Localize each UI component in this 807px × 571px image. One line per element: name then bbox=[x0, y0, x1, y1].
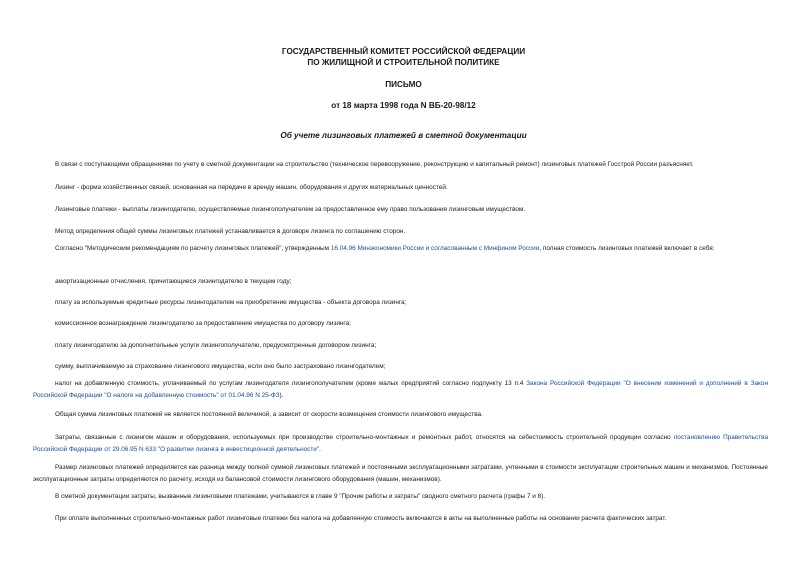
paragraph-leasing-definition: Лизинг - форма хозяйственных связей, основанная на передаче в аренду машин, оборудования и других материальных ценностей. bbox=[55, 184, 448, 191]
list-item-commission: комиссионное вознаграждение лизингодателю за предоставление имущества по договору лизинга; bbox=[55, 320, 351, 327]
list-item-vat bbox=[33, 378, 768, 402]
paragraph-costs bbox=[33, 432, 768, 456]
document-date-number: от 18 марта 1998 года N ВБ-20-98/12 bbox=[331, 101, 476, 110]
list-item-insurance: сумму, выплачиваемую за страхование лизингового имущества, если оно было застраховано лизингодателем; bbox=[55, 363, 386, 370]
vat-law-link[interactable]: Закона Российской Федерации "О внесении изменений и дополнений в Закон Российской Федерации "О налоге на добавленную стоимость" от 01.04.96 N 25-ФЗ bbox=[33, 380, 768, 399]
government-decree-link[interactable]: постановлению Правительства Российской Федерации от 29.06.95 N 633 "О развитии лизинга в инвестиционной деятельности" bbox=[33, 434, 768, 453]
document-type: ПИСЬМО bbox=[385, 80, 422, 89]
paragraph-payment-inclusion: При оплате выполненных строительно-монтажных работ лизинговые платежи без налога на добавленную стоимость включаются в акты на выполненные работы на основании расчета фактических затрат. bbox=[55, 515, 667, 522]
org-name-line1: ГОСУДАРСТВЕННЫЙ КОМИТЕТ РОССИЙСКОЙ ФЕДЕРАЦИИ bbox=[281, 47, 526, 56]
paragraph-payment-size: Размер лизинговых платежей определяется как разница между полной суммой лизинговых платежей и постоянными эксплуатационными затратами, учтенными в стоимости эксплуатации строительных машин и механизмов. Постоянные эксплуатационные затраты определяются по расчету, исходя из балансовой стоимости лизингового оборудования (машин, механизмов). bbox=[33, 464, 768, 483]
list-item-depreciation: амортизационные отчисления, причитающиеся лизингодателю в текущем году; bbox=[55, 278, 292, 285]
paragraph-text: налог на добавленную стоимость, уплачиваемый по услугам лизингодателя лизингополучателем (кроме малых предприятий согласно подпункту 13 п.4 bbox=[55, 380, 527, 387]
document-subject: Об учете лизинговых платежей в сметной документации bbox=[280, 131, 527, 140]
paragraph-text: Согласно "Методическим рекомендациям по расчету лизинговых платежей", утвержденным bbox=[55, 245, 331, 252]
list-item-credit-resources: плату за используемые кредитные ресурсы лизингодателем на приобретение имущества - объекта договора лизинга; bbox=[55, 299, 407, 306]
paragraph-estimate-chapter: В сметной документации затраты, вызванные лизинговыми платежами, учитываются в главе 9 "Прочие работы и затраты" сводного сметного расчета (графы 7 и 8). bbox=[55, 493, 546, 500]
paragraph-methodical-recommendations bbox=[33, 243, 768, 255]
org-name-line2: ПО ЖИЛИЩНОЙ И СТРОИТЕЛЬНОЙ ПОЛИТИКЕ bbox=[307, 58, 500, 67]
list-item-additional-services: плату лизингодателю за дополнительные услуги лизингополучателю, предусмотренные договором лизинга; bbox=[55, 342, 377, 349]
paragraph-text: , полная стоимость лизинговых платежей включает в себя: bbox=[539, 245, 715, 252]
paragraph-total-sum: Общая сумма лизинговых платежей не является постоянной величиной, а зависит от скорости возмещения стоимости лизингового имущества. bbox=[55, 411, 483, 418]
paragraph-text: ). bbox=[279, 392, 284, 399]
paragraph-intro: В связи с поступающими обращениями по учету в сметной документации на строительство (техническое перевооружение, реконструкцию и капитальный ремонт) лизинговых платежей Госстрой России разъясняет. bbox=[55, 161, 694, 168]
paragraph-text: Затраты, связанные с лизингом машин и оборудования, используемых при производстве строительно-монтажных и ремонтных работ, относятся на себестоимость строительной продукции согласно bbox=[55, 434, 674, 441]
methodical-recommendations-link[interactable]: 16.04.96 Минэкономики России и согласованным с Минфином России bbox=[330, 245, 540, 252]
paragraph-method: Метод определения общей суммы лизинговых платежей устанавливается в договоре лизинга по соглашению сторон. bbox=[55, 228, 406, 235]
paragraph-text: . bbox=[319, 446, 321, 453]
paragraph-leasing-payments: Лизинговые платежи - выплаты лизингодателю, осуществляемые лизингополучателем за предоставленное ему право пользования лизинговым имуществом. bbox=[55, 206, 526, 213]
